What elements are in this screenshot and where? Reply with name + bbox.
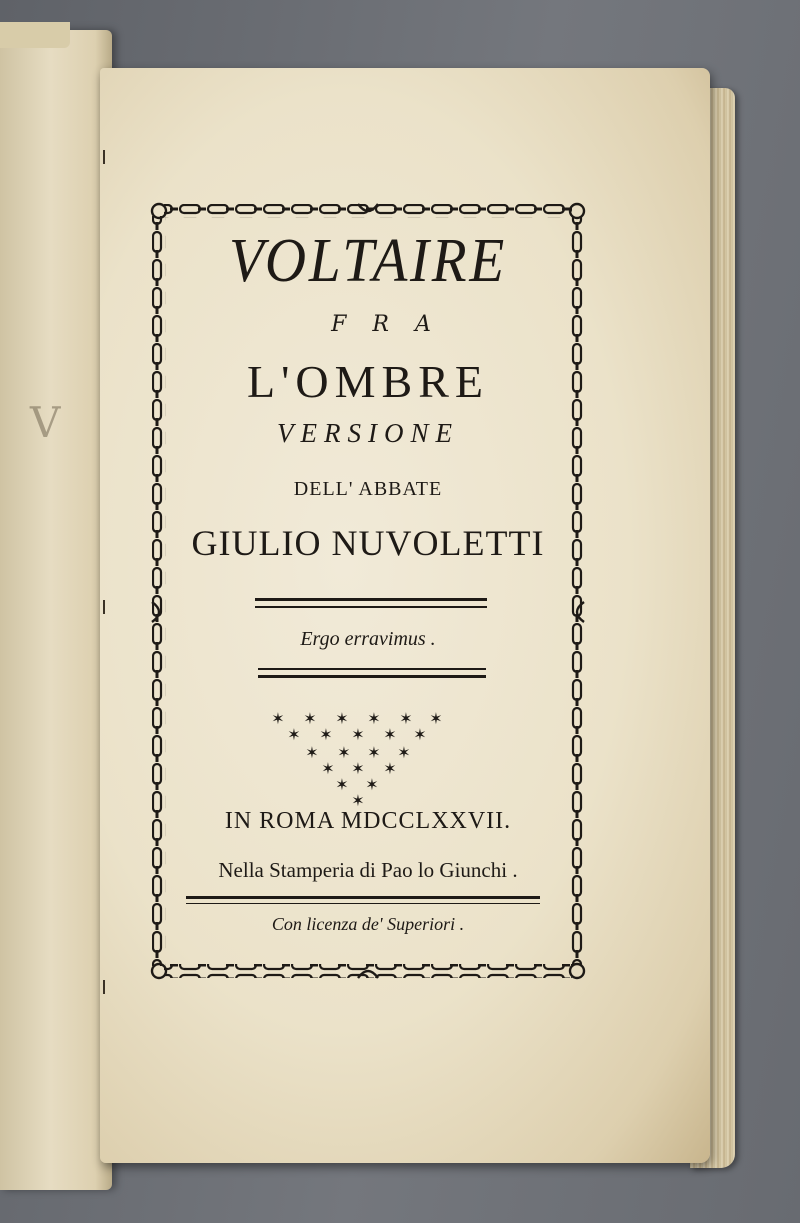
svg-text:✶: ✶ [287, 725, 301, 744]
imprint-rule-thin [186, 903, 540, 904]
motto: Ergo erravimus . [300, 628, 436, 650]
svg-text:✶: ✶ [413, 725, 427, 744]
svg-text:✶: ✶ [365, 775, 379, 794]
svg-text:✶: ✶ [303, 710, 317, 728]
svg-text:✶: ✶ [383, 759, 397, 778]
svg-text:✶: ✶ [337, 743, 351, 762]
place-and-date: IN ROMA MDCCLXXVII. [224, 808, 512, 834]
svg-text:✶: ✶ [351, 759, 365, 778]
svg-text:✶: ✶ [351, 791, 365, 810]
book-title: VOLTAIRE [228, 227, 508, 295]
title-subject: L'OMBRE [247, 356, 489, 407]
title-preposition: FRA [331, 312, 457, 337]
svg-text:✶: ✶ [305, 743, 319, 762]
svg-text:✶: ✶ [429, 710, 443, 728]
svg-text:✶: ✶ [399, 710, 413, 728]
svg-text:✶: ✶ [271, 710, 285, 728]
version-label: VERSIONE [277, 418, 459, 448]
left-page [0, 30, 112, 1190]
imprint-rule-thick [186, 896, 540, 899]
stars-triangle-icon [268, 710, 448, 810]
left-page-letter: V [30, 398, 61, 447]
svg-text:✶: ✶ [367, 743, 381, 762]
svg-text:✶: ✶ [351, 725, 365, 744]
svg-text:✶: ✶ [383, 725, 397, 744]
printer-line: Nella Stamperia di Pao lo Giunchi . [218, 858, 518, 882]
license-line: Con licenza de' Superiori . [271, 914, 465, 934]
upper-rule-thick [255, 598, 487, 601]
svg-text:✶: ✶ [367, 710, 381, 728]
upper-rule-thin [255, 606, 487, 608]
lower-rule-thick [258, 675, 486, 678]
svg-text:✶: ✶ [335, 710, 349, 728]
author-name: GIULIO NUVOLETTI [191, 523, 545, 563]
svg-text:✶: ✶ [321, 759, 335, 778]
svg-text:✶: ✶ [335, 775, 349, 794]
lower-rule-thin [258, 668, 486, 670]
svg-text:✶: ✶ [319, 725, 333, 744]
binding-stitches [100, 80, 108, 1160]
by-line: DELL' ABBATE [293, 478, 443, 500]
svg-text:✶: ✶ [397, 743, 411, 762]
left-page-top-edge [0, 22, 70, 48]
